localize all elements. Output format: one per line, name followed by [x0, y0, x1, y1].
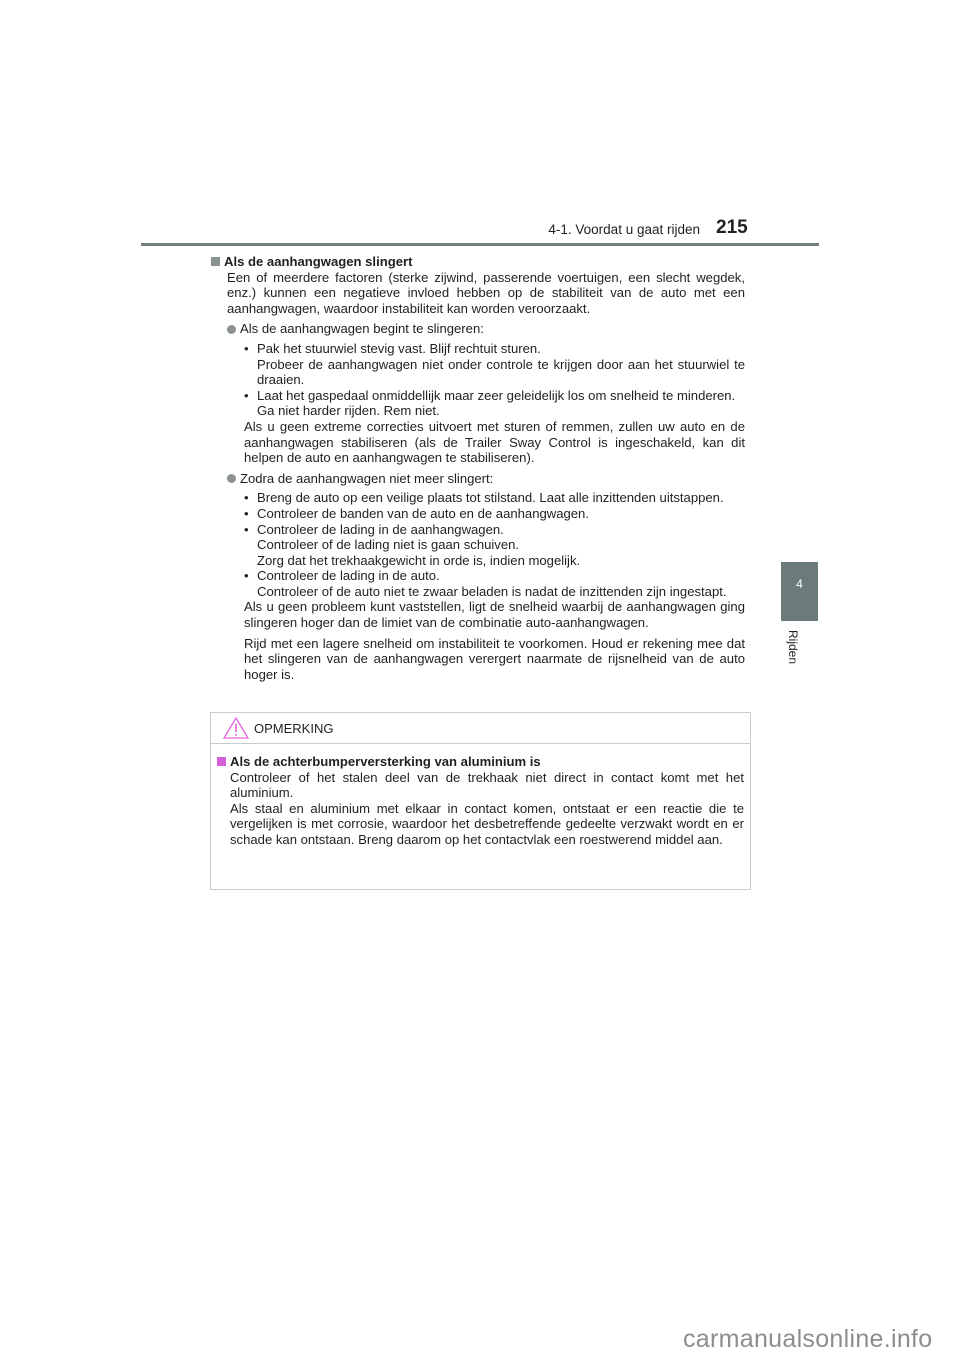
notice-label: OPMERKING	[254, 720, 334, 736]
page-number: 215	[716, 217, 748, 238]
bullet-list	[211, 490, 745, 599]
list-subtext: Controleer of de auto niet te zwaar beladen is nadat de inzittenden zijn ingestapt.	[257, 583, 727, 599]
square-bullet-icon	[217, 757, 226, 766]
warning-triangle-icon	[223, 717, 249, 739]
list-item: • Controleer de lading in de auto.	[244, 568, 440, 584]
watermark: carmanualsonline.info	[683, 1325, 933, 1353]
case-heading: Als de aanhangwagen begint te slingeren:	[211, 321, 745, 337]
section-title: 4-1. Voordat u gaat rijden	[548, 222, 700, 237]
intro-paragraph: Een of meerdere factoren (sterke zijwind, passerende voertuigen, een slecht wegdek, enz.) kunnen een negatieve invloed hebben op de stabiliteit van de auto met een aanhangwagen, waardoor instabiliteit kan worden veroorzaakt.	[227, 269, 745, 316]
circle-bullet-icon	[227, 474, 236, 483]
notice-paragraph: Als staal en aluminium met elkaar in contact komen, ontstaat er een reactie die te vergelijken is met corrosie, waardoor het desbetreffende gedeelte verzwakt wordt en er schade kan ontstaan. Breng daarom op het contactvlak een roestwerend middel aan.	[230, 800, 744, 847]
chapter-tab: 4	[781, 562, 818, 621]
bullet-list	[211, 341, 745, 419]
list-subtext: Ga niet harder rijden. Rem niet.	[257, 403, 440, 419]
list-subtext: Controleer of de lading niet is gaan schuiven.	[257, 537, 520, 553]
list-item: • Controleer de lading in de aanhangwagen.	[244, 521, 504, 537]
list-item: • Pak het stuurwiel stevig vast. Blijf rechtuit sturen.	[244, 340, 541, 356]
chapter-label: Rijden	[786, 630, 800, 665]
closing-paragraph: Rijd met een lagere snelheid om instabiliteit te voorkomen. Houd er rekening mee dat het slingeren van de aanhangwagen verergert naarmate de rijsnelheid van de auto hoger is.	[244, 635, 745, 682]
circle-bullet-icon	[227, 325, 236, 334]
section-heading: Als de aanhangwagen slingert	[211, 254, 745, 270]
list-subtext: Probeer de aanhangwagen niet onder controle te krijgen door aan het stuurwiel te draaien.	[257, 356, 745, 388]
list-item: • Breng de auto op een veilige plaats tot stilstand. Laat alle inzittenden uitstappen.	[244, 490, 724, 506]
notice-box	[210, 712, 751, 890]
notice-heading: Als de achterbumperversterking van aluminium is	[217, 754, 744, 770]
list-item: • Controleer de banden van de auto en de aanhangwagen.	[244, 505, 589, 521]
notice-paragraph: Controleer of het stalen deel van de trekhaak niet direct in contact komt met het aluminium.	[230, 769, 744, 801]
main-content	[211, 254, 745, 682]
case-paragraph: Als u geen extreme correcties uitvoert met sturen of remmen, zullen uw auto en de aanhangwagen stabiliseren (als de Trailer Sway Control is ingeschakeld, kan dit helpen de auto en aanhangwagen te stabiliseren).	[244, 418, 745, 466]
header-divider	[141, 243, 819, 246]
list-item: • Laat het gaspedaal onmiddellijk maar zeer geleidelijk los om snelheid te minderen.	[244, 387, 736, 403]
list-subtext: Zorg dat het trekhaakgewicht in orde is, indien mogelijk.	[257, 552, 581, 568]
case-heading: Zodra de aanhangwagen niet meer slingert:	[211, 471, 745, 487]
case-paragraph: Als u geen probleem kunt vaststellen, ligt de snelheid waarbij de aanhangwagen ging slingeren hoger dan de limiet van de combinatie auto-aanhangwagen.	[244, 599, 745, 631]
square-bullet-icon	[211, 257, 220, 266]
notice-header	[211, 713, 750, 744]
